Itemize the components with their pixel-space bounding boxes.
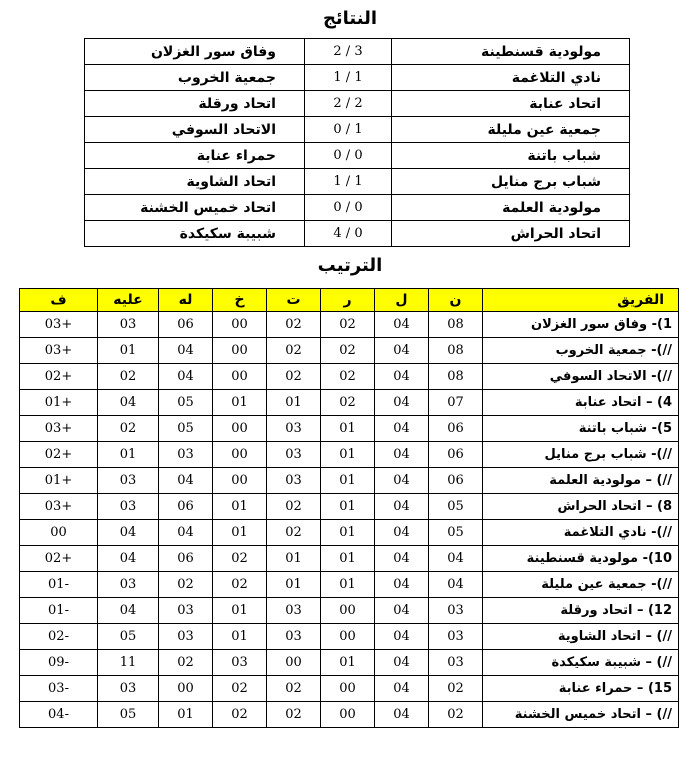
goal-difference: +03: [20, 494, 98, 520]
goals-against: 05: [98, 624, 159, 650]
goals-for: 04: [159, 468, 213, 494]
team-name: //) – شبيبة سكيكدة: [483, 650, 679, 676]
played: 04: [375, 546, 429, 572]
goal-difference: +02: [20, 546, 98, 572]
team-name: 8) – اتحاد الحراش: [483, 494, 679, 520]
goals-against: 04: [98, 390, 159, 416]
lost: 02: [213, 676, 267, 702]
goals-for: 02: [159, 572, 213, 598]
points: 02: [429, 702, 483, 728]
header-goals-against: عليه: [98, 289, 159, 312]
standings-row: [20, 676, 679, 702]
played: 04: [375, 390, 429, 416]
team-name: //) – اتحاد الشاوية: [483, 624, 679, 650]
home-team: مولودية العلمة: [392, 195, 630, 221]
points: 03: [429, 650, 483, 676]
goals-for: 03: [159, 442, 213, 468]
goals-against: 01: [98, 338, 159, 364]
played: 04: [375, 338, 429, 364]
points: 03: [429, 624, 483, 650]
goals-for: 06: [159, 546, 213, 572]
team-name: 5)- شباب باتنة: [483, 416, 679, 442]
played: 04: [375, 676, 429, 702]
won: 00: [321, 598, 375, 624]
result-row: [85, 195, 630, 221]
standings-row: [20, 624, 679, 650]
goals-for: 04: [159, 520, 213, 546]
played: 04: [375, 520, 429, 546]
standings-row: [20, 338, 679, 364]
header-goals-for: له: [159, 289, 213, 312]
played: 04: [375, 468, 429, 494]
home-team: اتحاد الحراش: [392, 221, 630, 247]
goals-for: 06: [159, 494, 213, 520]
header-team: الفريق: [483, 289, 679, 312]
result-row: [85, 143, 630, 169]
goals-for: 05: [159, 416, 213, 442]
points: 06: [429, 442, 483, 468]
goal-difference: +02: [20, 442, 98, 468]
lost: 02: [213, 572, 267, 598]
lost: 00: [213, 468, 267, 494]
goals-against: 04: [98, 598, 159, 624]
away-team: الاتحاد السوفي: [85, 117, 305, 143]
played: 04: [375, 624, 429, 650]
points: 02: [429, 676, 483, 702]
won: 00: [321, 624, 375, 650]
won: 02: [321, 312, 375, 338]
won: 01: [321, 572, 375, 598]
standings-row: [20, 442, 679, 468]
points: 06: [429, 468, 483, 494]
away-team: جمعية الخروب: [85, 65, 305, 91]
points: 05: [429, 494, 483, 520]
goals-for: 03: [159, 598, 213, 624]
lost: 00: [213, 338, 267, 364]
team-name: //)- جمعية الخروب: [483, 338, 679, 364]
goals-against: 03: [98, 468, 159, 494]
goals-against: 11: [98, 650, 159, 676]
standings-row: [20, 364, 679, 390]
points: 04: [429, 546, 483, 572]
results-body: [85, 39, 630, 247]
lost: 01: [213, 520, 267, 546]
standings-row: [20, 572, 679, 598]
lost: 02: [213, 702, 267, 728]
won: 00: [321, 702, 375, 728]
standings-row: [20, 312, 679, 338]
goals-against: 05: [98, 702, 159, 728]
lost: 01: [213, 390, 267, 416]
won: 01: [321, 416, 375, 442]
drawn: 01: [267, 572, 321, 598]
goals-against: 03: [98, 676, 159, 702]
header-goal-difference: ف: [20, 289, 98, 312]
result-row: [85, 65, 630, 91]
goals-for: 06: [159, 312, 213, 338]
header-won: ر: [321, 289, 375, 312]
standings-row: [20, 546, 679, 572]
lost: 02: [213, 546, 267, 572]
standings-row: [20, 520, 679, 546]
drawn: 03: [267, 598, 321, 624]
points: 05: [429, 520, 483, 546]
drawn: 02: [267, 520, 321, 546]
goal-difference: +02: [20, 364, 98, 390]
results-table: [84, 38, 630, 247]
header-points: ن: [429, 289, 483, 312]
goal-difference: +01: [20, 390, 98, 416]
team-name: 10)- مولودية قسنطينة: [483, 546, 679, 572]
goals-for: 04: [159, 364, 213, 390]
goals-for: 02: [159, 650, 213, 676]
points: 08: [429, 312, 483, 338]
goals-for: 04: [159, 338, 213, 364]
drawn: 01: [267, 546, 321, 572]
won: 02: [321, 390, 375, 416]
lost: 00: [213, 442, 267, 468]
played: 04: [375, 494, 429, 520]
goal-difference: 00: [20, 520, 98, 546]
home-team: جمعية عين مليلة: [392, 117, 630, 143]
played: 04: [375, 572, 429, 598]
standings-table: [19, 288, 679, 728]
lost: 00: [213, 364, 267, 390]
won: 01: [321, 520, 375, 546]
drawn: 02: [267, 676, 321, 702]
match-score: 0 / 0: [305, 143, 392, 169]
team-name: 12) – اتحاد ورقلة: [483, 598, 679, 624]
drawn: 03: [267, 468, 321, 494]
away-team: اتحاد ورقلة: [85, 91, 305, 117]
goal-difference: -02: [20, 624, 98, 650]
result-row: [85, 91, 630, 117]
header-lost: خ: [213, 289, 267, 312]
points: 08: [429, 338, 483, 364]
standings-row: [20, 494, 679, 520]
home-team: اتحاد عنابة: [392, 91, 630, 117]
goal-difference: -03: [20, 676, 98, 702]
drawn: 00: [267, 650, 321, 676]
lost: 03: [213, 650, 267, 676]
goal-difference: -01: [20, 572, 98, 598]
result-row: [85, 39, 630, 65]
goal-difference: +03: [20, 312, 98, 338]
goal-difference: +03: [20, 338, 98, 364]
team-name: //) – مولودية العلمة: [483, 468, 679, 494]
won: 01: [321, 494, 375, 520]
drawn: 03: [267, 624, 321, 650]
lost: 00: [213, 416, 267, 442]
points: 04: [429, 572, 483, 598]
result-row: [85, 221, 630, 247]
standings-row: [20, 468, 679, 494]
won: 01: [321, 468, 375, 494]
match-score: 0 / 4: [305, 221, 392, 247]
drawn: 02: [267, 364, 321, 390]
drawn: 02: [267, 702, 321, 728]
team-name: 4) – اتحاد عنابة: [483, 390, 679, 416]
standings-header-row: [20, 289, 679, 312]
drawn: 02: [267, 494, 321, 520]
lost: 01: [213, 598, 267, 624]
standings-body: [20, 312, 679, 728]
team-name: //) – اتحاد خميس الخشنة: [483, 702, 679, 728]
team-name: //)- نادي التلاغمة: [483, 520, 679, 546]
played: 04: [375, 416, 429, 442]
played: 04: [375, 702, 429, 728]
standings-row: [20, 598, 679, 624]
played: 04: [375, 364, 429, 390]
played: 04: [375, 598, 429, 624]
goals-for: 00: [159, 676, 213, 702]
away-team: وفاق سور الغزلان: [85, 39, 305, 65]
standings-row: [20, 390, 679, 416]
goals-against: 04: [98, 520, 159, 546]
played: 04: [375, 650, 429, 676]
away-team: شبيبة سكيكدة: [85, 221, 305, 247]
goal-difference: -01: [20, 598, 98, 624]
team-name: //)- شباب برج منايل: [483, 442, 679, 468]
won: 00: [321, 676, 375, 702]
team-name: //)- الاتحاد السوفي: [483, 364, 679, 390]
match-score: 1 / 1: [305, 169, 392, 195]
won: 02: [321, 338, 375, 364]
goals-for: 03: [159, 624, 213, 650]
drawn: 01: [267, 390, 321, 416]
lost: 00: [213, 312, 267, 338]
result-row: [85, 117, 630, 143]
goals-against: 03: [98, 572, 159, 598]
drawn: 03: [267, 416, 321, 442]
goals-against: 02: [98, 416, 159, 442]
goals-for: 05: [159, 390, 213, 416]
drawn: 02: [267, 338, 321, 364]
match-score: 0 / 0: [305, 195, 392, 221]
drawn: 03: [267, 442, 321, 468]
match-score: 2 / 2: [305, 91, 392, 117]
header-drawn: ت: [267, 289, 321, 312]
match-score: 1 / 1: [305, 65, 392, 91]
away-team: اتحاد خميس الخشنة: [85, 195, 305, 221]
lost: 01: [213, 624, 267, 650]
points: 07: [429, 390, 483, 416]
away-team: حمراء عنابة: [85, 143, 305, 169]
team-name: 15) – حمراء عنابة: [483, 676, 679, 702]
goal-difference: +03: [20, 416, 98, 442]
goals-against: 04: [98, 546, 159, 572]
goals-for: 01: [159, 702, 213, 728]
match-score: 3 / 2: [305, 39, 392, 65]
goals-against: 03: [98, 312, 159, 338]
won: 01: [321, 546, 375, 572]
match-score: 1 / 0: [305, 117, 392, 143]
goals-against: 02: [98, 364, 159, 390]
won: 02: [321, 364, 375, 390]
result-row: [85, 169, 630, 195]
away-team: اتحاد الشاوية: [85, 169, 305, 195]
standings-title: الترتيب: [317, 255, 383, 276]
standings-row: [20, 650, 679, 676]
home-team: شباب برج منايل: [392, 169, 630, 195]
lost: 01: [213, 494, 267, 520]
drawn: 02: [267, 312, 321, 338]
goals-against: 01: [98, 442, 159, 468]
team-name: //)- جمعية عين مليلة: [483, 572, 679, 598]
goal-difference: -04: [20, 702, 98, 728]
standings-row: [20, 702, 679, 728]
goal-difference: -09: [20, 650, 98, 676]
results-title: النتائج: [322, 8, 378, 29]
won: 01: [321, 442, 375, 468]
played: 04: [375, 312, 429, 338]
team-name: 1)- وفاق سور الغزلان: [483, 312, 679, 338]
points: 03: [429, 598, 483, 624]
home-team: نادي التلاغمة: [392, 65, 630, 91]
goals-against: 03: [98, 494, 159, 520]
home-team: شباب باتنة: [392, 143, 630, 169]
points: 06: [429, 416, 483, 442]
goal-difference: +01: [20, 468, 98, 494]
played: 04: [375, 442, 429, 468]
points: 08: [429, 364, 483, 390]
home-team: مولودية قسنطينة: [392, 39, 630, 65]
standings-row: [20, 416, 679, 442]
won: 01: [321, 650, 375, 676]
header-played: ل: [375, 289, 429, 312]
